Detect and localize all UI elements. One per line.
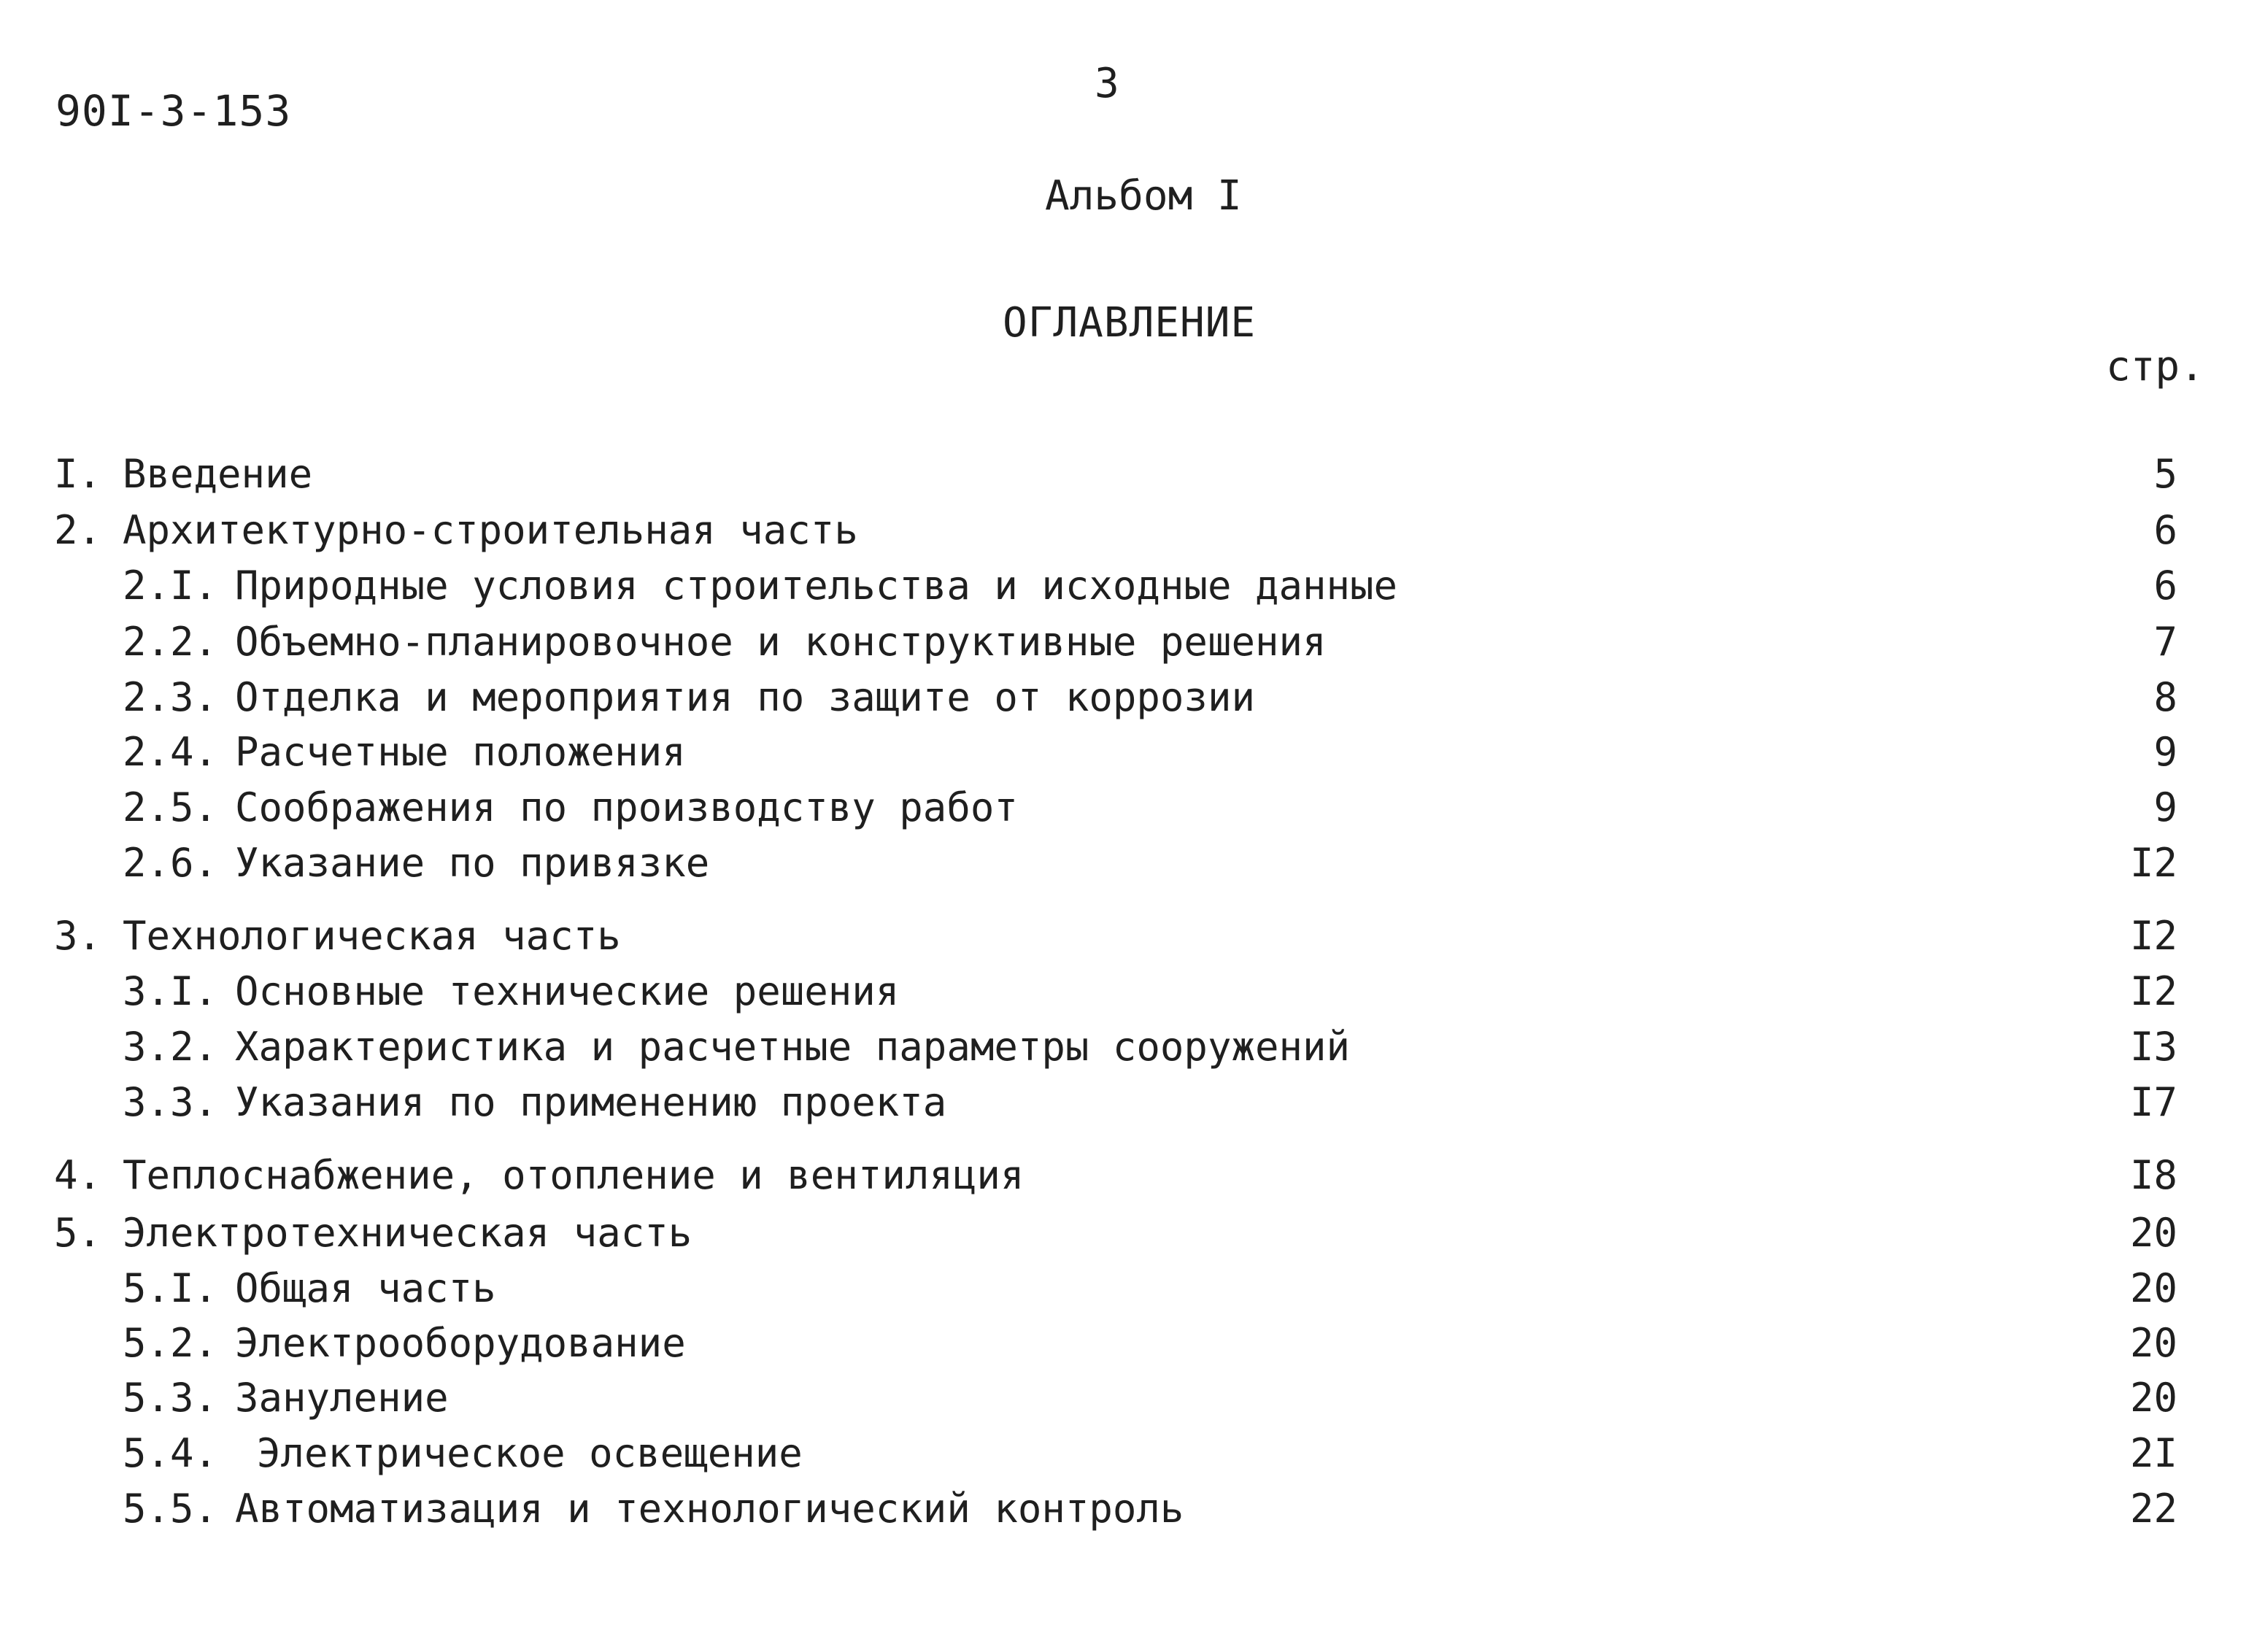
toc-entry bbox=[0, 1483, 2265, 1535]
toc-entry-page: 20 bbox=[2129, 1375, 2177, 1421]
toc-entry-title: Теплоснабжение, отопление и вентиляция bbox=[123, 1152, 1025, 1198]
toc-entry-number: 2.5. bbox=[123, 784, 218, 830]
toc-entry bbox=[0, 1208, 2265, 1259]
toc-entry-page: 9 bbox=[2153, 729, 2177, 775]
toc-entry-page: 7 bbox=[2153, 619, 2177, 665]
toc-entry-title: Указания по применению проекта bbox=[235, 1079, 947, 1125]
toc-entry bbox=[0, 782, 2265, 833]
toc-entry-number: 3.2. bbox=[123, 1024, 218, 1070]
toc-entry-title: Соображения по производству работ bbox=[235, 784, 1018, 830]
table-of-contents-heading: ОГЛАВЛЕНИЕ bbox=[1003, 299, 1257, 347]
toc-entry bbox=[0, 1318, 2265, 1369]
toc-entry-page: I2 bbox=[2129, 840, 2177, 886]
toc-entry-title: Объемно-планировочное и конструктивные решения bbox=[235, 619, 1327, 665]
toc-entry-title: Отделка и мероприятия по защите от коррозии bbox=[235, 674, 1255, 720]
toc-entry-title: Расчетные положения bbox=[235, 729, 686, 775]
toc-entry-title: Электрическое освещение bbox=[257, 1430, 803, 1476]
toc-entry-number: 5.3. bbox=[123, 1375, 218, 1421]
toc-entry-page: 2I bbox=[2129, 1430, 2177, 1476]
toc-entry bbox=[0, 727, 2265, 778]
toc-entry-page: I3 bbox=[2129, 1024, 2177, 1070]
toc-entry-title: Технологическая часть bbox=[123, 913, 621, 959]
page-number: 3 bbox=[1095, 60, 1119, 107]
toc-entry-page: I2 bbox=[2129, 968, 2177, 1014]
toc-entry-title: Электрооборудование bbox=[235, 1320, 686, 1366]
toc-entry bbox=[0, 672, 2265, 723]
toc-entry-number: 2. bbox=[54, 507, 102, 553]
toc-entry-number: 2.3. bbox=[123, 674, 218, 720]
toc-entry bbox=[0, 505, 2265, 556]
toc-entry-page: 20 bbox=[2129, 1320, 2177, 1366]
toc-entry-title: Природные условия строительства и исходные данные bbox=[235, 563, 1398, 609]
toc-entry-title: Указание по привязке bbox=[235, 840, 710, 886]
toc-entry-page: 8 bbox=[2153, 674, 2177, 720]
toc-entry bbox=[0, 1022, 2265, 1073]
toc-entry-page: I2 bbox=[2129, 913, 2177, 959]
toc-entry-page: I8 bbox=[2129, 1152, 2177, 1198]
toc-entry-title: Основные технические решения bbox=[235, 968, 900, 1014]
toc-entry-page: 9 bbox=[2153, 784, 2177, 830]
toc-entry-page: I7 bbox=[2129, 1079, 2177, 1125]
album-title: Альбом I bbox=[1045, 172, 1242, 220]
toc-entry bbox=[0, 966, 2265, 1017]
toc-entry-title: Общая часть bbox=[235, 1265, 496, 1311]
toc-entry-number: 5.I. bbox=[123, 1265, 218, 1311]
toc-entry-number: I. bbox=[54, 451, 102, 497]
toc-entry bbox=[0, 1150, 2265, 1201]
toc-entry-number: 2.6. bbox=[123, 840, 218, 886]
toc-entry-number: 3.3. bbox=[123, 1079, 218, 1125]
toc-entry-title: Архитектурно-строительная часть bbox=[123, 507, 858, 553]
toc-entry-title: Автоматизация и технологический контроль bbox=[235, 1486, 1184, 1532]
toc-entry-title: Характеристика и расчетные параметры сооружений bbox=[235, 1024, 1351, 1070]
toc-entry bbox=[0, 1263, 2265, 1314]
toc-entry bbox=[0, 1077, 2265, 1128]
toc-entry-number: 5.5. bbox=[123, 1486, 218, 1532]
toc-entry-number: 4. bbox=[54, 1152, 102, 1198]
toc-entry bbox=[0, 560, 2265, 611]
toc-entry-number: 3. bbox=[54, 913, 102, 959]
toc-entry-page: 20 bbox=[2129, 1265, 2177, 1311]
toc-entry-number: 5.4. bbox=[123, 1430, 218, 1476]
toc-entry bbox=[0, 838, 2265, 889]
toc-entry-title: Зануление bbox=[235, 1375, 449, 1421]
toc-entry-page: 5 bbox=[2153, 451, 2177, 497]
toc-entry-title: Электротехническая часть bbox=[123, 1210, 692, 1256]
toc-entry-number: 2.4. bbox=[123, 729, 218, 775]
toc-entry bbox=[0, 1373, 2265, 1424]
document-code: 90I-3-153 bbox=[55, 86, 292, 136]
toc-entry-number: 5.2. bbox=[123, 1320, 218, 1366]
toc-entry-number: 5. bbox=[54, 1210, 102, 1256]
toc-entry-number: 2.2. bbox=[123, 619, 218, 665]
toc-entry bbox=[0, 449, 2265, 500]
toc-entry bbox=[0, 617, 2265, 668]
pages-column-label: стр. bbox=[2106, 343, 2204, 390]
toc-entry-page: 20 bbox=[2129, 1210, 2177, 1256]
toc-entry-title: Введение bbox=[123, 451, 313, 497]
toc-entry bbox=[0, 1428, 2265, 1479]
toc-entry-page: 6 bbox=[2153, 563, 2177, 609]
toc-entry-page: 22 bbox=[2129, 1486, 2177, 1532]
toc-entry bbox=[0, 911, 2265, 962]
toc-entry-number: 3.I. bbox=[123, 968, 218, 1014]
toc-entry-page: 6 bbox=[2153, 507, 2177, 553]
toc-entry-number: 2.I. bbox=[123, 563, 218, 609]
